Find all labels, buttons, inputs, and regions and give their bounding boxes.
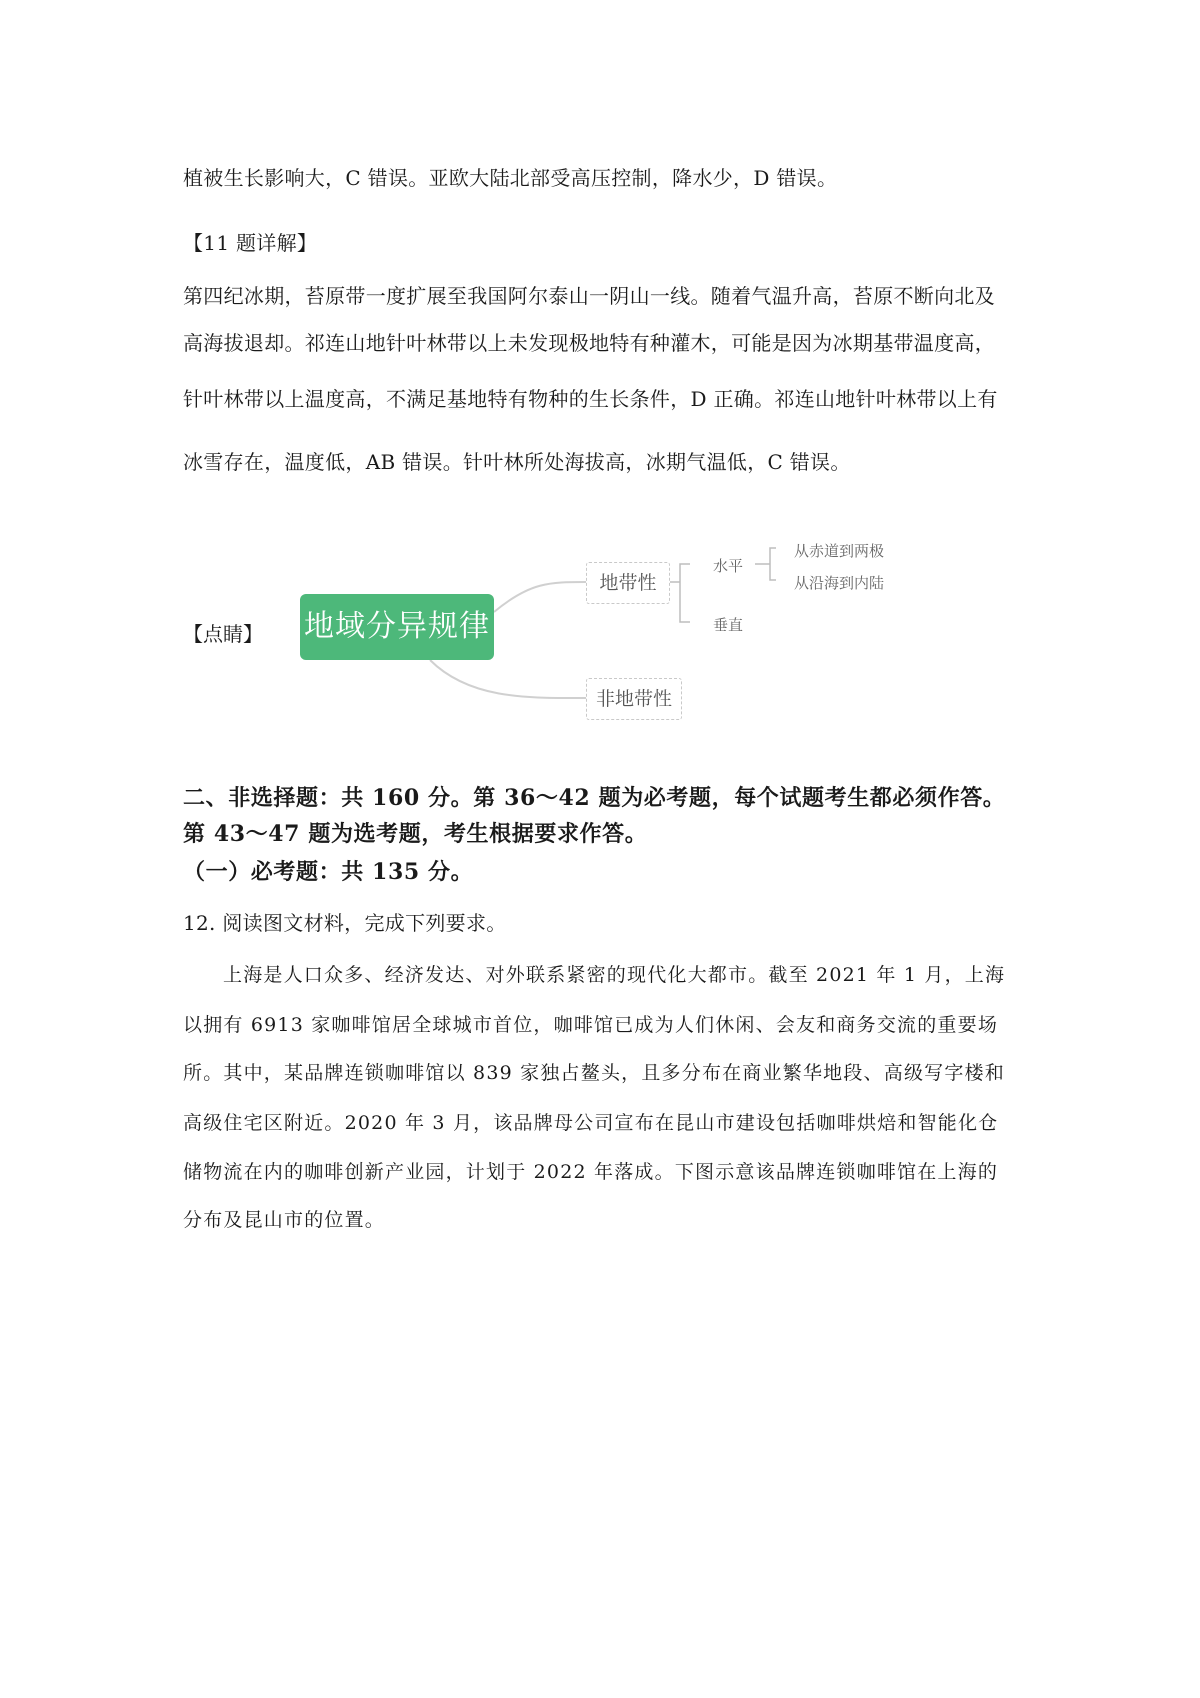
q12-material-line: 以拥有 6913 家咖啡馆居全球城市首位，咖啡馆已成为人们休闲、会友和商务交流的重要场 [183,1014,999,1036]
mind-map-diagram [180,540,940,740]
section-heading: 第 43～47 题为选考题，考生根据要求作答。 [183,821,648,847]
mind-map-connectors [180,540,940,740]
q12-material-line: 上海是人口众多、经济发达、对外联系紧密的现代化大都市。截至 2021 年 1 月，上海 [223,964,1006,986]
mind-map-leaf-coast-to-inland: 从沿海到内陆 [794,574,885,592]
connector-root-to-zonal [494,582,586,612]
connector-root-to-azonal [430,660,586,698]
mind-map-zonal-node: 地带性 [586,562,670,604]
q12-material-line: 储物流在内的咖啡创新产业园，计划于 2022 年落成。下图示意该品牌连锁咖啡馆在上海的 [183,1161,999,1183]
q11-header: 【11 题详解】 [183,231,318,255]
mind-map-root: 地域分异规律 [300,594,494,660]
q11-explanation-line: 高海拔退却。祁连山地针叶林带以上未发现极地特有种灌木，可能是因为冰期基带温度高， [183,331,995,355]
section-heading: 二、非选择题：共 160 分。第 36～42 题为必考题，每个试题考生都必须作答。 [183,785,1006,811]
connector-horizontal-bracket [755,548,776,580]
q11-explanation-line: 第四纪冰期，苔原带一度扩展至我国阿尔泰山一阴山一线。随着气温升高，苔原不断向北及 [183,284,995,308]
section-subheading: （一）必考题：共 135 分。 [183,859,474,885]
q12-prompt: 12. 阅读图文材料，完成下列要求。 [183,911,507,935]
mind-map-horizontal-node: 水平 [713,557,744,575]
q12-material-line: 高级住宅区附近。2020 年 3 月，该品牌母公司宣布在昆山市建设包括咖啡烘焙和智能化仓 [183,1112,999,1134]
q12-material-line: 所。其中，某品牌连锁咖啡馆以 839 家独占鳌头，且多分布在商业繁华地段、高级写字楼和 [183,1062,1005,1084]
mind-map-leaf-equator-to-poles: 从赤道到两极 [794,542,885,560]
mind-map-vertical-node: 垂直 [713,616,744,634]
answer-continuation: 植被生长影响大，C 错误。亚欧大陆北部受高压控制，降水少，D 错误。 [183,166,838,190]
dianjing-label: 【点睛】 [183,622,263,646]
q11-explanation-line: 冰雪存在，温度低，AB 错误。针叶林所处海拔高，冰期气温低，C 错误。 [183,450,851,474]
q12-material-line: 分布及昆山市的位置。 [183,1209,386,1231]
mind-map-azonal-node: 非地带性 [586,678,682,720]
q11-explanation-line: 针叶林带以上温度高，不满足基地特有物种的生长条件，D 正确。祁连山地针叶林带以上有 [183,387,998,411]
connector-zonal-bracket [668,564,690,622]
